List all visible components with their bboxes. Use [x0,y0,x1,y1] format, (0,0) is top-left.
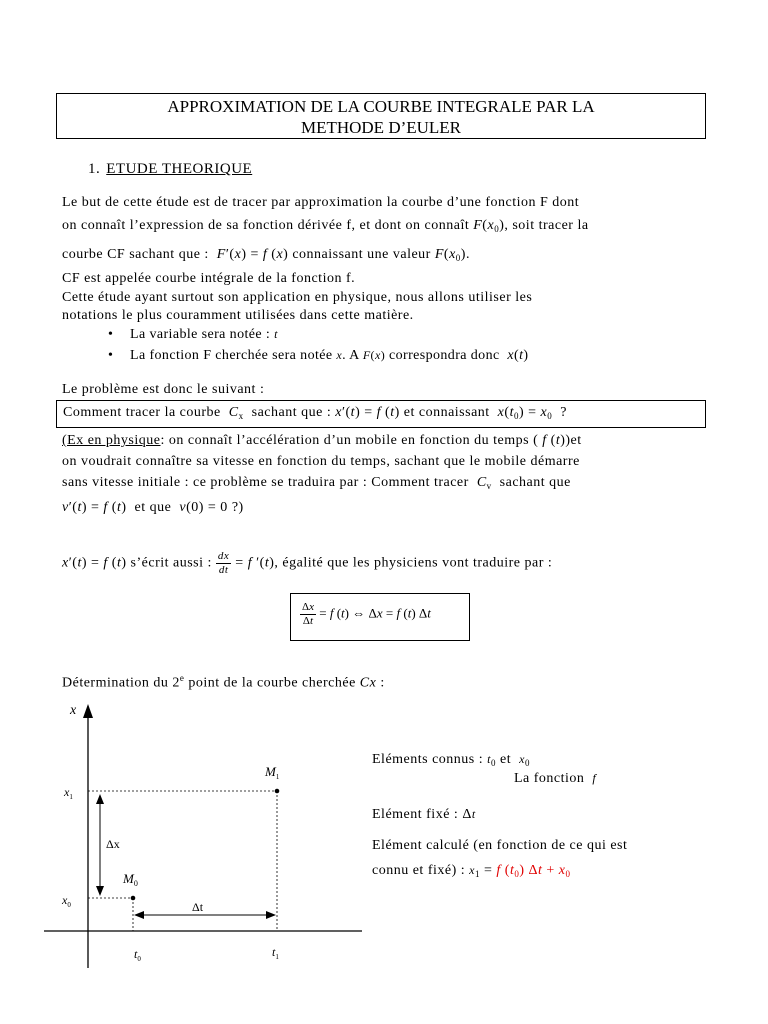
section-number: 1. [88,161,101,177]
fixed-element: Elément fixé : Δt [372,807,476,822]
m1-label: $M_1$ [265,764,280,781]
point-m1 [275,789,280,794]
delta-fraction: $\frac{\Delta x}{\Delta t}$ [302,601,314,627]
euler-formula-box: $\frac{\Delta x}{\Delta t}$ = f (t) ⇔ Δx = f (t) Δt [290,593,470,641]
intro-line-4: CF est appelée courbe intégrale de la fonction f. [62,271,356,286]
question-box: Comment tracer la courbe $C_x$ sachant que : x′(t) = f (t) et connaissant $x(t_0) = x_0$ ? [56,400,706,428]
intro-line-3: courbe CF sachant que : F′(x) = f (x) connaissant une valeur $F(x_0)$. [62,247,470,263]
bullet-list [108,324,528,366]
context-line-2: notations le plus couramment utilisées dans cette matière. [62,308,414,323]
title-box [56,93,706,139]
computed-line-1: Elément calculé (en fonction de ce qui est [372,838,628,853]
intro-line-1: Le but de cette étude est de tracer par approximation la courbe d’une fonction F dont [62,195,580,210]
derivation-line: x′(t) = f (t) s’écrit aussi : $\frac{dx}{dt}$ = f ′(t), égalité que les physiciens vont traduire par : [62,550,553,576]
section-heading [88,161,252,178]
context-line-1: Cette étude ayant surtout son application en physique, nous allons utiliser les [62,290,533,305]
physics-line-2: on voudrait connaître sa vitesse en fonction du temps, sachant que le mobile démarre [62,454,580,469]
computed-formula: f $(t_0) \Delta t + x_0$ [496,863,571,879]
dx-dt-fraction: $\frac{dx}{dt}$ [217,550,230,576]
bullet-function: • La fonction F cherchée sera notée x. A F(x) correspondra donc x(t) [108,348,529,363]
delta-t-label: Δt [192,900,204,914]
t1-label: $t_1$ [272,945,279,961]
x0-label: $x_0$ [62,893,71,909]
computed-element [372,835,627,885]
known-elements: Eléments connus : $t_0$ et $x_0$ [372,752,530,768]
bullet-variable: • La variable sera notée : t [108,327,278,342]
determination-line: Détermination du 2e point de la courbe cherchée Cx : [62,673,385,691]
physics-line-1: (Ex en physique: on connaît l’accélération d’un mobile en fonction du temps ( f (t))et [62,433,582,448]
m0-label: $M_0$ [123,871,138,888]
delta-x-up-icon [96,794,104,804]
title-line-1: APPROXIMATION DE LA COURBE INTEGRALE PAR LA [167,97,595,116]
delta-x-down-icon [96,886,104,896]
physics-example [62,430,698,518]
computed-line-2: connu et fixé) : $x_1 = f$ $(t_0) \Delta t + x_0$ [372,863,571,879]
t0-label: $t_0$ [134,947,141,963]
section-title: ETUDE THEORIQUE [106,161,253,177]
point-m0 [131,896,136,901]
intro-line-2: on connaît l’expression de sa fonction dérivée f, et dont on connaît $F(x_0)$, soit tracer la [62,218,589,234]
x1-label: $x_1$ [64,785,73,801]
delta-x-label: Δx [106,837,120,851]
axis-x-label: x [70,703,77,718]
physics-line-3: sans vitesse initiale : ce problème se traduira par : Comment tracer $C_v$ sachant que [62,475,571,491]
known-function: La fonction f [514,771,597,786]
context-paragraph [62,289,698,325]
title-line-2: METHODE D’EULER [300,118,462,137]
physics-line-4: v′(t) = f (t) et que v(0) = 0 ?) [62,500,244,515]
intro-paragraph [62,191,698,288]
problem-intro: Le problème est donc le suivant : [62,382,265,397]
y-axis-arrow-icon [83,704,93,718]
delta-t-left-icon [134,911,144,919]
delta-t-right-icon [266,911,276,919]
euler-graph [0,690,380,980]
